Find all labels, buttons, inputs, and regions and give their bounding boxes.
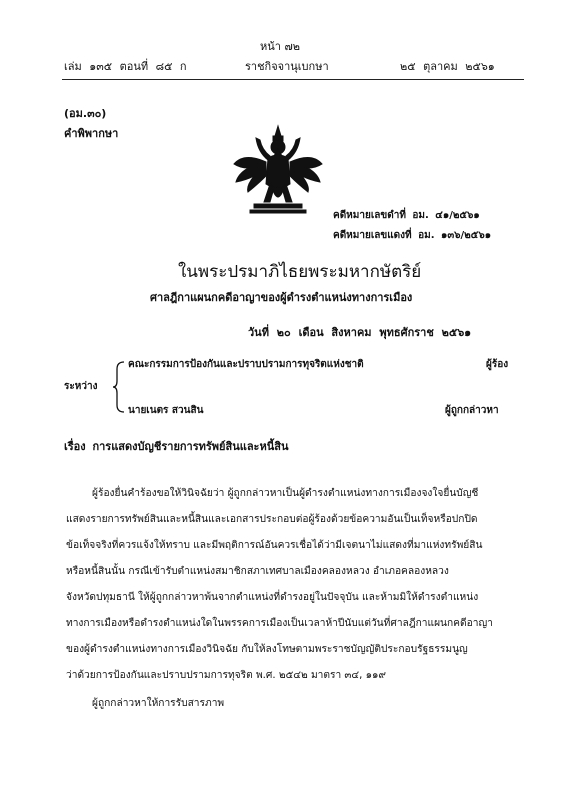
- red-case-number: คดีหมายเลขแดงที่ อม. ๑๓๖/๒๕๖๑: [333, 230, 492, 241]
- body-line: ผู้ร้องยื่นคำร้องขอให้วินิจฉัยว่า ผู้ถูกกล่าวหาเป็นผู้ดำรงตำแหน่งทางการเมืองจงใจยื่นบัญชี: [92, 488, 479, 499]
- plaintiff-role: ผู้ร้อง: [486, 359, 509, 370]
- body-line: จังหวัดปทุมธานี ให้ผู้ถูกกล่าวหาพ้นจากตำแหน่งที่ดำรงอยู่ในปัจจุบัน และห้ามมิให้ดำรงตำแหน่ง: [66, 592, 479, 603]
- body-last-line: ผู้ถูกกล่าวหาให้การรับสารภาพ: [92, 698, 225, 709]
- court-name: ศาลฎีกาแผนกคดีอาญาของผู้ดำรงตำแหน่งทางการเมือง: [150, 291, 413, 304]
- defendant-role: ผู้ถูกกล่าวหา: [445, 405, 499, 416]
- gazette-date: ๒๕ ตุลาคม ๒๕๖๑: [400, 60, 495, 73]
- volume-info: เล่ม ๑๓๕ ตอนที่ ๘๕ ก: [64, 60, 187, 73]
- body-line: ของผู้ดำรงตำแหน่งทางการเมืองวินิจฉัย กับให้ลงโทษตามพระราชบัญญัติประกอบรัฐธรรมนูญ: [66, 644, 468, 655]
- black-case-number: คดีหมายเลขดำที่ อม. ๔๑/๒๕๖๑: [333, 210, 480, 221]
- page-number: หน้า ๗๒: [260, 40, 300, 53]
- document-kind: คำพิพากษา: [64, 127, 119, 140]
- gazette-name: ราชกิจจานุเบกษา: [245, 60, 329, 73]
- body-line: หรือหนี้สินนั้น กรณีเข้ารับตำแหน่งสมาชิกสภาเทศบาลเมืองคลองหลวง อำเภอคลองหลวง: [66, 566, 449, 577]
- between-label: ระหว่าง: [64, 381, 98, 392]
- header-rule: [62, 79, 524, 80]
- body-line: แสดงรายการทรัพย์สินและหนี้สินและเอกสารประกอบต่อผู้ร้องด้วยข้อความอันเป็นเท็จหรือปกปิด: [66, 514, 478, 525]
- judgment-date: วันที่ ๒๐ เดือน สิงหาคม พุทธศักราช ๒๕๖๑: [248, 326, 472, 339]
- plaintiff-name: คณะกรรมการป้องกันและปราบปรามการทุจริตแห่งชาติ: [128, 359, 364, 370]
- body-line: ข้อเท็จจริงที่ควรแจ้งให้ทราบ และมีพฤติการณ์อันควรเชื่อได้ว่ามีเจตนาไม่แสดงที่มาแห่งทรัพย์สิน: [66, 540, 483, 551]
- body-line: ว่าด้วยการป้องกันและปราบปรามการทุจริต พ.ศ. ๒๕๔๒ มาตรา ๓๔, ๑๑๙: [66, 670, 386, 681]
- subject-line: เรื่อง การแสดงบัญชีรายการทรัพย์สินและหนี้สิน: [64, 440, 289, 453]
- defendant-name: นายเนตร สวนสิน: [128, 405, 204, 416]
- royal-heading: ในพระปรมาภิไธยพระมหากษัตริย์: [178, 262, 422, 282]
- body-line: ทางการเมืองหรือดำรงตำแหน่งใดในพรรคการเมืองเป็นเวลาห้าปีนับแต่วันที่ศาลฎีกาแผนกคดีอาญา: [66, 618, 493, 629]
- form-code: (อม.๓๐): [64, 107, 107, 120]
- garuda-emblem-icon: [230, 122, 326, 218]
- brace-symbol: [112, 361, 126, 413]
